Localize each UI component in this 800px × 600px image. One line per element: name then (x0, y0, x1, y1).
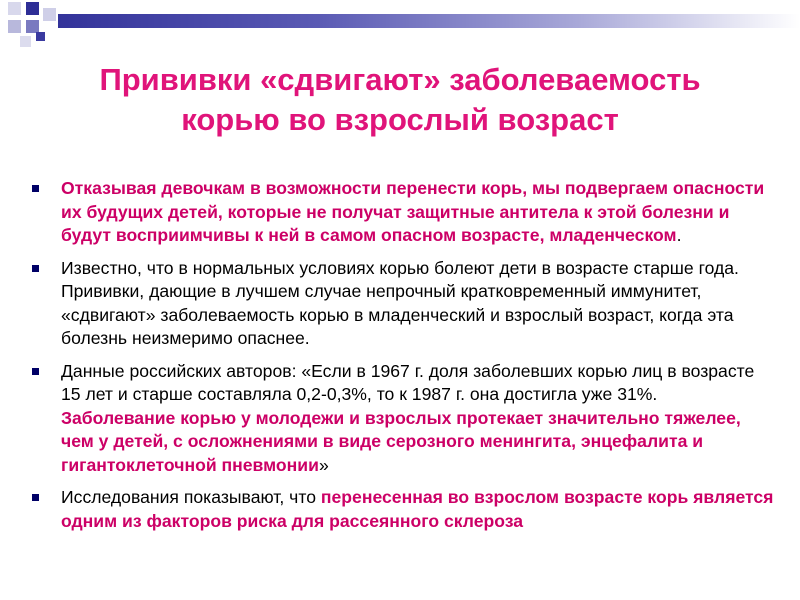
bullet-square-icon (32, 265, 39, 272)
bullet-square-icon (32, 185, 39, 192)
bullet-item (30, 257, 775, 351)
plain-text: Исследования показывают, что (61, 487, 321, 507)
bullet-square-icon (32, 368, 39, 375)
bullet-square-icon (32, 494, 39, 501)
deco-square (26, 2, 39, 15)
deco-square (8, 2, 21, 15)
bullet-item (30, 360, 775, 478)
highlighted-text: Отказывая девочкам в возможности перенести корь, мы подвергаем опасности их будущих детей, которые не получат защитные антитела к этой болезни и будут восприимчивы к ней в самом опасном возрасте, младенческом (61, 178, 765, 245)
title-line-1: Прививки «сдвигают» заболеваемость (99, 62, 701, 97)
bullet-item (30, 486, 775, 533)
deco-square (20, 36, 31, 47)
highlighted-text: Заболевание корью у молодежи и взрослых протекает значительно тяжелее, чем у детей, с осложнениями в виде серозного менингита, энцефалита и гигантоклеточной пневмонии (61, 407, 741, 475)
highlighted-text: перенесенная во взрослом возрасте корь является одним из факторов риска для рассеянного склероза (61, 487, 774, 531)
bullet-list (30, 177, 775, 542)
header-decoration (0, 0, 800, 50)
plain-text: Известно, что в нормальных условиях корью болеют дети в возрасте старше года. Прививки, дающие в лучшем случае непрочный кратковременный иммунитет, «сдвигают» заболеваемость корью в младенческий и взрослый возраст, когда эта болезнь неизмеримо опаснее. (61, 257, 739, 348)
slide-title (0, 60, 800, 140)
header-gradient-bar (58, 14, 800, 28)
plain-text: Данные российских авторов: «Если в 1967 г. доля заболевших корью лиц в возрасте 15 лет и старше составляла 0,2-0,3%, то к 1987 г. она достигла уже 31%. (61, 360, 755, 404)
deco-square (43, 8, 56, 21)
title-line-2: корью во взрослый возраст (181, 102, 619, 137)
plain-text: . (676, 225, 682, 245)
bullet-item (30, 177, 775, 248)
plain-text: » (318, 454, 329, 475)
deco-square (8, 20, 21, 33)
deco-square (36, 32, 45, 41)
